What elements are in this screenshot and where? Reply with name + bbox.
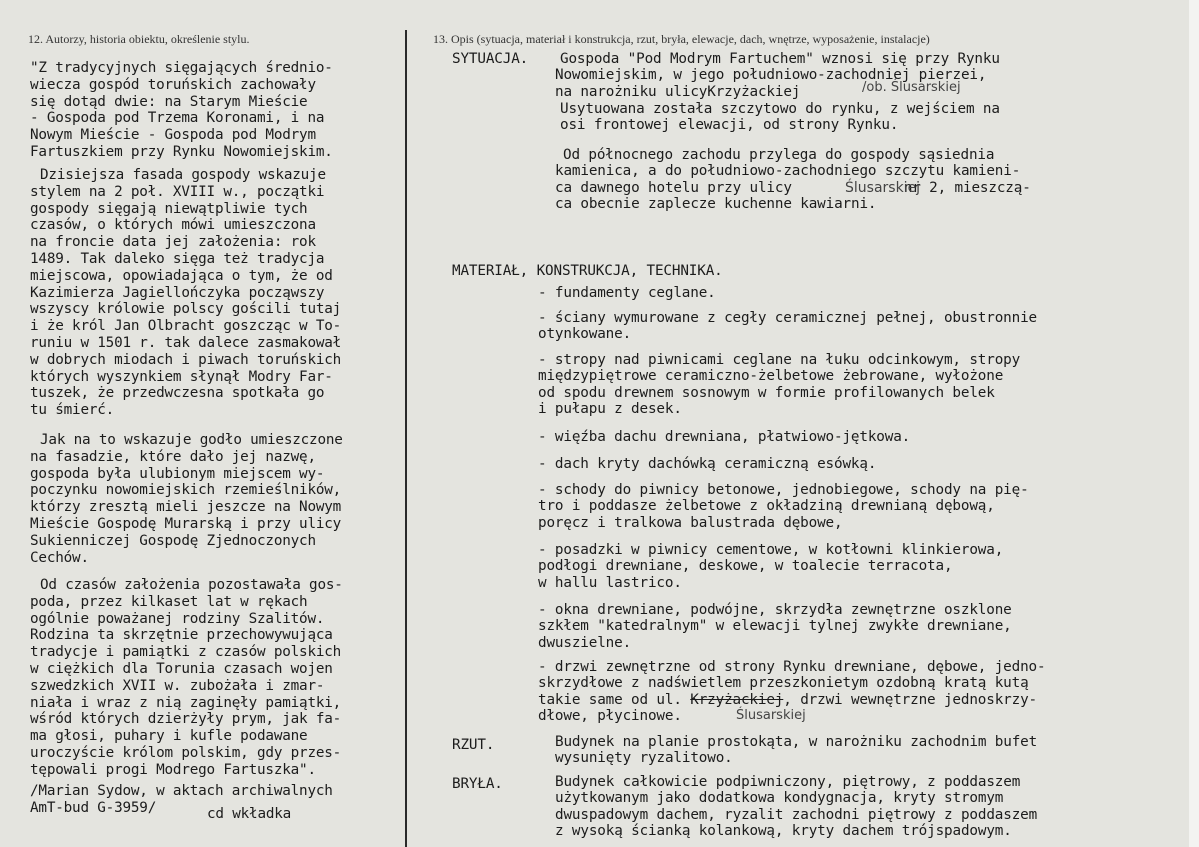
plan-label: RZUT. <box>452 737 495 753</box>
situation-line-c3: ca dawnego hotelu przy ulicy nr 2, mieszczą- <box>555 179 1031 196</box>
handwritten-correction: Ślusarskiej <box>736 708 806 723</box>
situation-lines-a: Gospoda "Pod Modrym Fartuchem" wznosi się przy Rynku Nowomiejskim, w jego południowo-zachodniej pierzei, na narożniku ulicyKrzyżackiej <box>555 51 1000 100</box>
situation-label: SYTUACJA. <box>452 51 529 67</box>
history-paragraph-1: "Z tradycyjnych sięgających średnio- wiecza gospód toruńskich zachowały się dotąd dwie: na Starym Mieście - Gospoda pod Trzema Koronami, i na Nowym Mieście - Gospoda pod Modrym Fartuszkiem przy Rynku Nowomiejskim. <box>30 60 333 160</box>
material-item-floors: - posadzki w piwnicy cementowe, w kotłowni klinkierowa, podłogi drewniane, deskowe, w toalecie terracota, w hallu lastrico. <box>538 542 1004 591</box>
material-item-roof-truss: - więźba dachu drewniana, płatwiowo-jętkowa. <box>538 429 911 445</box>
situation-line-3: na narożniku ulicyKrzyżackiej <box>555 83 801 100</box>
situation-lines-b: Usytuowana została szczytowo do rynku, z wejściem na osi frontowej elewacji, od strony Rynku. <box>560 101 1000 134</box>
history-paragraph-3: Jak na to wskazuje godło umieszczone na fasadzie, które dało jej nazwę, gospoda była ulubionym miejscem wy- poczynku nowomiejskich rzemieślników, którzy zresztą mieli jeszcze na Nowym Mieście Gospodę Murarską i przy ulicy Sukienniczej Gospodę Zjednoczonych Cechów. <box>30 432 343 566</box>
struck-street-name: Krzyżackiej <box>690 691 784 708</box>
material-item-windows: - okna drewniane, podwójne, skrzydła zewnętrzne oszklone szkłem "katedralnym" w elewacji tylnej zwykłe drewniane, dwuszielne. <box>538 602 1012 651</box>
material-item-ceilings: - stropy nad piwnicami ceglane na łuku odcinkowym, stropy międzypiętrowe ceramiczno-żelbetowe żebrowane, wyłożone od spodu drewnem sosnowym w formie profilowanych belek i pułapu z desek. <box>538 352 1021 417</box>
page-edge <box>1189 0 1199 847</box>
situation-lines-c: Od północnego zachodu przylega do gospody sąsiednia kamienica, a do południowo-zachodniego szczytu kamieni- ca dawnego hotelu przy ulicy nr 2, mieszczą- ca obecnie zaplecze kuchenne kawiarni. <box>555 147 1031 212</box>
source-citation: /Marian Sydow, w aktach archiwalnych AmT-bud G-3959/ <box>30 783 333 816</box>
history-paragraph-2: Dzisiejsza fasada gospody wskazuje stylem na 2 poł. XVIII w., początki gospody sięgają niewątpliwie tych czasów, o których mówi umieszczona na froncie data jej założenia: rok 1489. Tak daleko sięga też tradycja miejscowa, opowiadająca o tym, że od Kazimierza Jagiellończyka począwszy wszyscy królowie polscy gościli tutaj i że król Jan Olbracht goszcząc w To- runiu w 1501 r. tak dalece zasmakował w dobrych miodach i piwach toruńskich których wyszynkiem słynął Modry Far- tuszek, że przedwczesna spotkała go tu śmierć. <box>30 167 342 419</box>
doors-line-3: takie same od ul. Krzyżackiej, drzwi wewnętrzne jednoskrzy- <box>538 691 1038 708</box>
history-paragraph-4: Od czasów założenia pozostawała gos- poda, przez kilkaset lat w rękach ogólnie poważanej rodziny Szalitów. Rodzina ta skrzętnie przechowywująca tradycje i pamiątki z czasów polskich w ciężkich dla Torunia czasach wojen szwedzkich XVII w. zubożała i zmar- niała i wraz z nią zaginęły pamiątki, wśród których dzierżyły prym, jak fa- ma głosi, puhary i kufle podawane uroczyście królom polskim, gdy przes- tępowali progi Modrego Fartuszka". <box>30 577 343 778</box>
material-item-roofing: - dach kryty dachówką ceramiczną esówką. <box>538 456 877 472</box>
material-item-doors: - drzwi zewnętrzne od strony Rynku drewniane, dębowe, jedno- skrzydłowe z nadświetlem przeszkonietym ozdobną kratą kutą takie same od ul. Krzyżackiej, drzwi wewnętrzne jednoskrzy- dłowe, płycinowe. <box>538 659 1046 724</box>
left-column-header: 12. Autorzy, historia obiektu, określenie stylu. <box>28 32 250 46</box>
column-divider <box>405 30 407 847</box>
right-column-header: 13. Opis (sytuacja, materiał i konstrukcja, rzut, bryła, elewacje, dach, wnętrze, wyposażenie, instalacje) <box>433 32 930 46</box>
material-item-foundations: - fundamenty ceglane. <box>538 285 716 301</box>
plan-text: Budynek na planie prostokąta, w narożniku zachodnim bufet wysunięty ryzalitowo. <box>555 734 1038 767</box>
handwritten-street-note: /ob. Ślusarskiej <box>862 80 961 95</box>
continuation-note: cd wkładka <box>207 806 292 822</box>
material-label: MATERIAŁ, KONSTRUKCJA, TECHNIKA. <box>452 263 723 279</box>
handwritten-street-name: Ślusarskiej <box>845 180 921 196</box>
body-label: BRYŁA. <box>452 776 503 792</box>
material-item-walls: - ściany wymurowane z cegły ceramicznej pełnej, obustronnie otynkowane. <box>538 310 1037 343</box>
material-item-stairs: - schody do piwnicy betonowe, jednobiegowe, schody na pię- tro i poddasze żelbetowe z okładziną drewnianą dębową, poręcz i tralkowa balustrada dębowe, <box>538 482 1029 531</box>
body-text: Budynek całkowicie podpiwniczony, piętrowy, z poddaszem użytkowanym jako dodatkowa kondygnacja, kryty stromym dwuspadowym dachem, ryzalit zachodni piętrowy z poddaszem z wysoką ścianką kolankową, kryty dachem trójspadowym. <box>555 774 1038 839</box>
